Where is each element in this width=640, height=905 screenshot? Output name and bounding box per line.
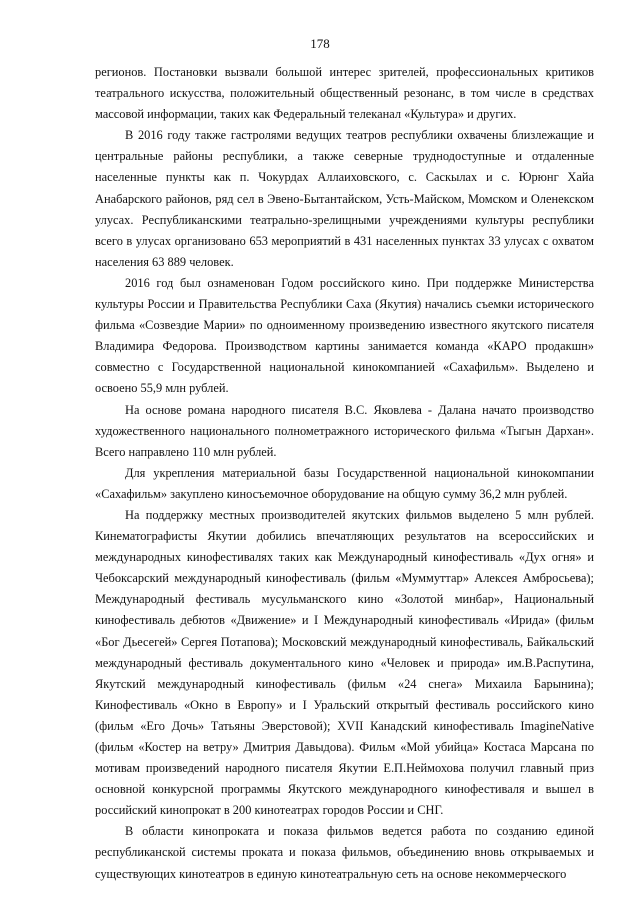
page-number: 178 [310,36,330,51]
paragraph-5: Для укрепления материальной базы Государственной национальной кинокомпании «Сахафильм» закуплено киносъемочное оборудование на общую сумму 36,2 млн рублей. [95,465,594,501]
paragraph-3: 2016 год был ознаменован Годом российского кино. При поддержке Министерства культуры России и Правительства Республики Саха (Якутия) начались съемки исторического фильма «Созвездие Марии» по одноименному произведению известного якутского писателя Владимира Федорова. Производством картины занимается команда «КАРО продакшн» совместно с Государственной национальной кинокомпанией «Сахафильм». Выделено и освоено 55,9 млн рублей. [95,275,594,396]
paragraph-1: регионов. Постановки вызвали большой интерес зрителей, профессиональных критиков театрального искусства, положительный общественный резонанс, в том числе в средствах массовой информации, таких как Федеральный телеканал «Культура» и других. [95,65,594,122]
paragraph-2: В 2016 году также гастролями ведущих театров республики охвачены близлежащие и центральные районы республики, а также северные труднодоступные и отдаленные населенные пункты как п. Чокурдах Аллаиховского, с. Саскылах и с. Юрюнг Хайа Анабарского районов, ряд сел в Эвено-Бытантайском, Усть-Майском, Момском и Оленекском улусах. Республиканскими театрально-зрелищными учреждениями культуры республики всего в улусах организовано 653 мероприятий в 431 населенных пунктах 33 улусах с охватом населения 63 889 человек. [95,128,594,269]
paragraph-7: В области кинопроката и показа фильмов ведется работа по созданию единой республиканской системы проката и показа фильмов, объединению вновь открываемых и существующих кинотеатров в единую кинотеатральную сеть на основе некоммерческого [95,824,594,881]
paragraph-4: На основе романа народного писателя В.С. Яковлева - Далана начато производство художественного национального полнометражного исторического фильма «Тыгын Дархан». Всего направлено 110 млн рублей. [95,402,594,459]
document-body [95,62,594,885]
paragraph-6: На поддержку местных производителей якутских фильмов выделено 5 млн рублей. Кинематографисты Якутии добились впечатляющих результатов на всероссийских и международных кинофестивалях таких как Международный кинофестиваль «Дух огня» и Чебоксарский международный кинофестиваль (фильм «Муммуттар» Алексея Амбросьева); Международный фестиваль мусульманского кино «Золотой минбар», Национальный кинофестиваль дебютов «Движение» и I Международный кинофестиваль «Ирида» (фильм «Бог Дьесегей» Сергея Потапова); Московский международный кинофестиваль, Байкальский международный фестиваль документального кино «Человек и природа» им.В.Распутина, Якутский международный кинофестиваль (фильм «24 снега» Михаила Барынина); Кинофестиваль «Окно в Европу» и I Уральский открытый фестиваль российского кино (фильм «Его Дочь» Татьяны Эверстовой); XVII Канадский кинофестиваль ImagineNative (фильм «Костер на ветру» Дмитрия Давыдова). Фильм «Мой убийца» Костаса Марсана по мотивам произведений народного писателя Якутии Е.П.Неймохова получил главный приз основной конкурсной программы Якутского международного кинофестиваля и вышел в российский кинопрокат в 200 кинотеатрах городов России и СНГ. [95,507,594,818]
